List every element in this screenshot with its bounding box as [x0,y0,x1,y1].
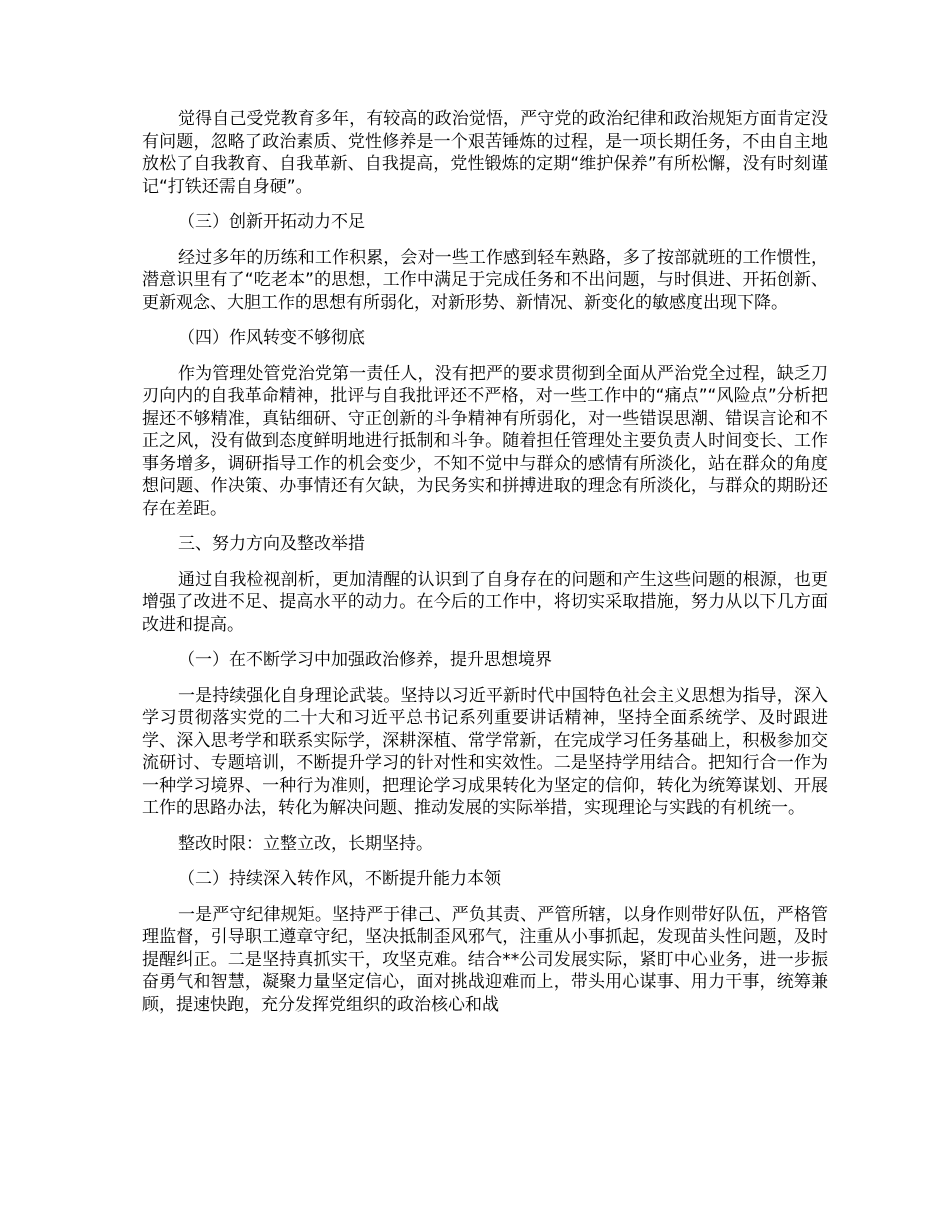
deadline-note: 整改时限：立整立改，长期坚持。 [178,833,433,854]
section-heading: （一）在不断学习中加强政治修养，提升思想境界 [178,650,552,670]
paragraph: 一是持续强化自身理论武装。坚持以习近平新时代中国特色社会主义思想为指导，深入学习贯彻落实党的二十大和习近平总书记系列重要讲话精神，坚持全面系统学、及时跟进学、深入思考学和联系实际学，深耕深植、常学常新，在完成学习任务基础上，积极参加交流研讨、专题培训，不断提升学习的针对性和实效性。二是坚持学用结合。把知行合一作为一种学习境界、一种行为准则，把理论学习成果转化为坚定的信仰，转化为统筹谋划、开展工作的思路办法，转化为解决问题、推动发展的实际举措，实现理论与实践的有机统一。 [142,685,828,818]
chapter-heading: 三、努力方向及整改举措 [178,534,365,554]
paragraph: 作为管理处管党治党第一责任人，没有把严的要求贯彻到全面从严治党全过程，缺乏刀刃向内的自我革命精神，批评与自我批评还不严格，对一些工作中的“痛点”“风险点”分析把握还不够精准，真钻细研、守正创新的斗争精神有所弱化，对一些错误思潮、错误言论和不正之风，没有做到态度鲜明地进行抵制和斗争。随着担任管理处主要负责人时间变长、工作事务增多，调研指导工作的机会变少，不知不觉中与群众的感情有所淡化，站在群众的角度想问题、作决策、办事情还有欠缺，为民务实和拼搏进取的理念有所淡化，与群众的期盼还存在差距。 [142,363,828,519]
section-heading: （三）创新开拓动力不足 [178,212,365,232]
paragraph: 通过自我检视剖析，更加清醒的认识到了自身存在的问题和产生这些问题的根源，也更增强了改进不足、提高水平的动力。在今后的工作中，将切实采取措施，努力从以下几方面改进和提高。 [142,569,828,635]
paragraph: 经过多年的历练和工作积累，会对一些工作感到轻车熟路，多了按部就班的工作惯性，潜意识里有了“吃老本”的思想，工作中满足于完成任务和不出问题，与时俱进、开拓创新、更新观念、大胆工作的思想有所弱化，对新形势、新情况、新变化的敏感度出现下降。 [142,247,828,313]
section-heading: （二）持续深入转作风，不断提升能力本领 [178,869,501,889]
paragraph: 一是严守纪律规矩。坚持严于律己、严负其责、严管所辖，以身作则带好队伍，严格管理监督，引导职工遵章守纪，坚决抵制歪风邪气，注重从小事抓起，发现苗头性问题，及时提醒纠正。二是坚持真抓实干，攻坚克难。结合**公司发展实际，紧盯中心业务，进一步振奋勇气和智慧，凝聚力量坚定信心，面对挑战迎难而上，带头用心谋事、用力干事，统筹兼顾，提速快跑，充分发挥党组织的政治核心和战 [142,904,828,1015]
document-page [142,108,828,1029]
paragraph: 觉得自己受党教育多年，有较高的政治觉悟，严守党的政治纪律和政治规矩方面肯定没有问题，忽略了政治素质、党性修养是一个艰苦锤炼的过程，是一项长期任务，不由自主地放松了自我教育、自我革新、自我提高，党性锻炼的定期“维护保养”有所松懈，没有时刻谨记“打铁还需自身硬”。 [142,109,828,197]
section-heading: （四）作风转变不够彻底 [178,328,365,348]
